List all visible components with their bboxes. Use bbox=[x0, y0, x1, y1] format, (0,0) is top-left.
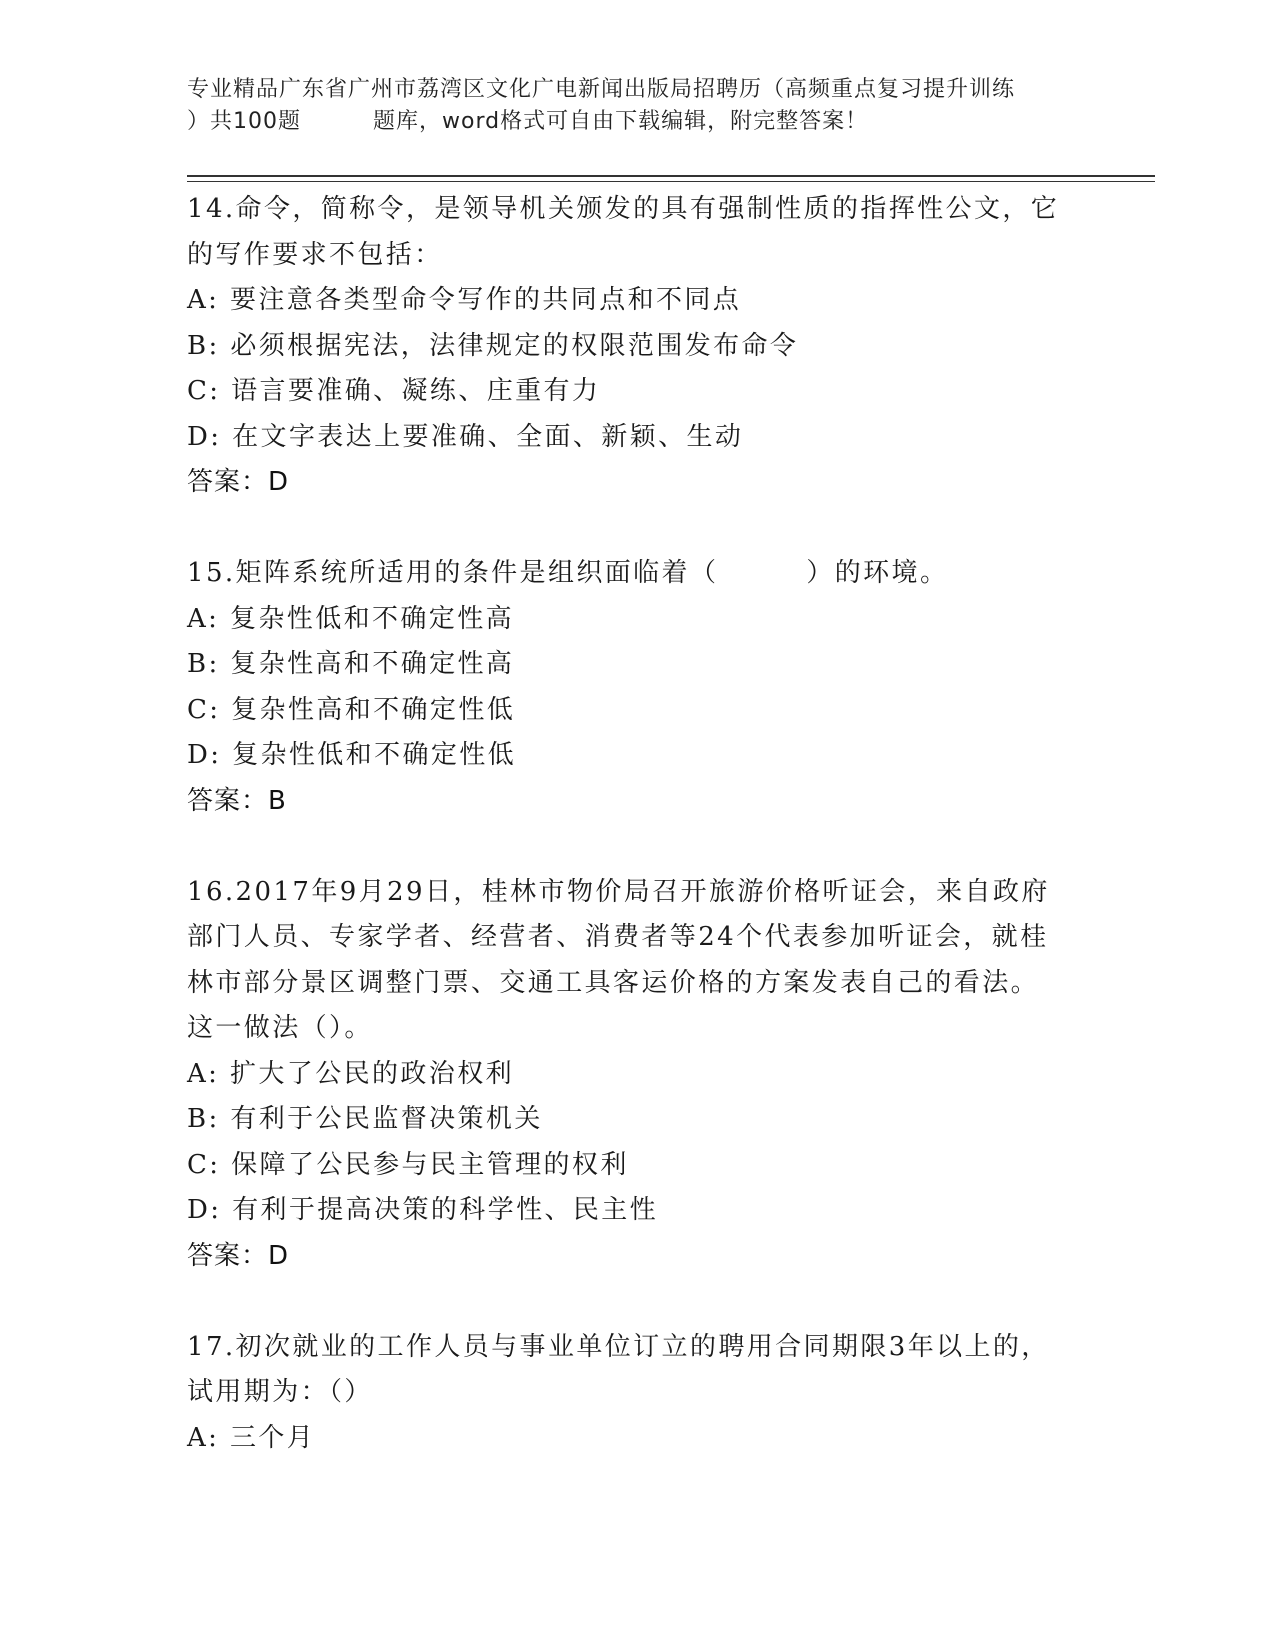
question-14-stem-line-2: 的写作要求不包括： bbox=[187, 239, 443, 270]
header-divider-thin bbox=[187, 181, 1155, 182]
question-16-stem-line-4: 这一做法（）。 bbox=[187, 1013, 373, 1043]
question-14-option-a: A: 要注意各类型命令写作的共同点和不同点 bbox=[187, 285, 742, 315]
question-14 bbox=[187, 187, 1087, 506]
question-15-stem bbox=[187, 551, 1087, 597]
question-15-option-c: C: 复杂性高和不确定性低 bbox=[187, 694, 516, 725]
question-14-option-b: B: 必须根据宪法，法律规定的权限范围发布命令 bbox=[187, 330, 799, 361]
question-17-stem-line-2: 试用期为：（） bbox=[187, 1377, 373, 1407]
question-15 bbox=[187, 551, 1087, 824]
question-17 bbox=[187, 1325, 1087, 1462]
question-list bbox=[187, 187, 1087, 1461]
question-15-option-b: B: 复杂性高和不确定性高 bbox=[187, 649, 515, 679]
question-16-answer: 答案：D bbox=[187, 1240, 290, 1271]
header-title-line-1: 专业精品广东省广州市荔湾区文化广电新闻出版局招聘历（高频重点复习提升训练 bbox=[187, 77, 1016, 102]
question-16-stem-line-2: 部门人员、专家学者、经营者、消费者等24个代表参加听证会，就桂 bbox=[187, 922, 1049, 952]
question-17-option-a: A: 三个月 bbox=[187, 1422, 316, 1453]
question-16-option-b: B: 有利于公民监督决策机关 bbox=[187, 1104, 543, 1134]
header-format-note: 题库，word格式可自由下载编辑，附完整答案！ bbox=[373, 109, 869, 134]
question-16-option-a: A: 扩大了公民的政治权利 bbox=[187, 1058, 515, 1089]
question-separator bbox=[187, 506, 1087, 552]
question-14-answer: 答案：D bbox=[187, 467, 290, 497]
question-16-option-c: C: 保障了公民参与民主管理的权利 bbox=[187, 1149, 629, 1180]
question-16-stem-line-3: 林市部分景区调整门票、交通工具客运价格的方案发表自己的看法。 bbox=[187, 967, 1040, 998]
question-14-option-c: C: 语言要准确、凝练、庄重有力 bbox=[187, 376, 601, 406]
question-15-option-a: A: 复杂性低和不确定性高 bbox=[187, 603, 515, 634]
question-14-option-d: D: 在文字表达上要准确、全面、新颖、生动 bbox=[187, 421, 744, 452]
question-14-stem-line-1: 14.命令，简称令，是领导机关颁发的具有强制性质的指挥性公文，它 bbox=[187, 194, 1060, 224]
question-16-stem-line-1: 16.2017年9月29日，桂林市物价局召开旅游价格听证会，来自政府 bbox=[187, 876, 1050, 907]
question-separator bbox=[187, 1279, 1087, 1325]
question-15-option-d: D: 复杂性低和不确定性低 bbox=[187, 740, 517, 770]
header-question-count: ）共100题 bbox=[187, 109, 301, 134]
header-title-line-2 bbox=[187, 106, 1087, 138]
question-15-stem-after: ）的环境。 bbox=[806, 558, 949, 588]
question-15-answer: 答案：B bbox=[187, 785, 287, 816]
question-16-option-d: D: 有利于提高决策的科学性、民主性 bbox=[187, 1195, 659, 1225]
question-separator bbox=[187, 824, 1087, 870]
question-15-stem-before: 15.矩阵系统所适用的条件是组织面临着（ bbox=[187, 558, 719, 588]
document-header bbox=[187, 74, 1087, 138]
header-divider-thick bbox=[187, 175, 1155, 177]
question-17-stem-line-1: 17.初次就业的工作人员与事业单位订立的聘用合同期限3年以上的， bbox=[187, 1331, 1050, 1362]
question-16 bbox=[187, 870, 1087, 1280]
